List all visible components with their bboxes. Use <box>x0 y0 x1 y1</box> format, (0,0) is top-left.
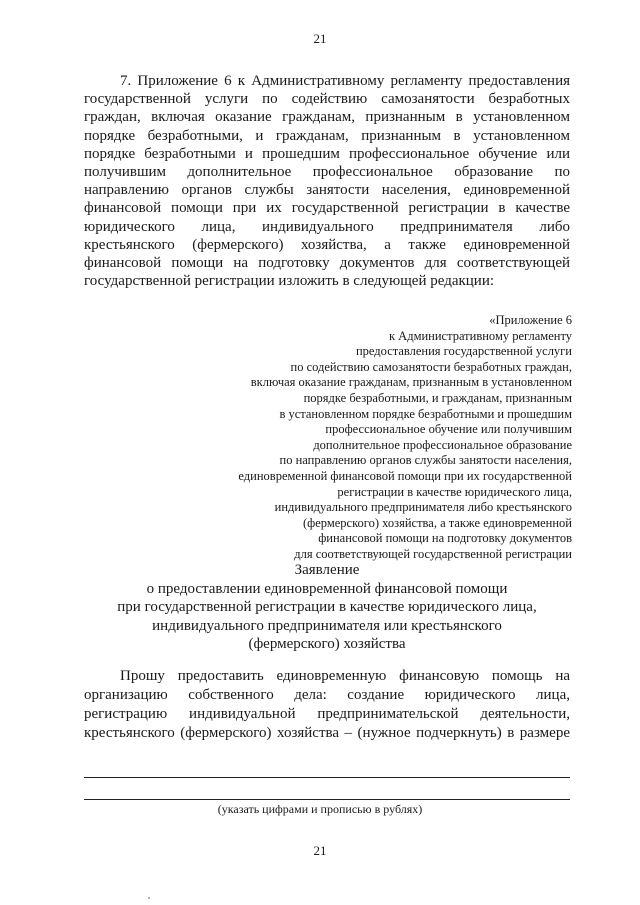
request-line: регистрацию индивидуальной предпринимательской деятельности, <box>84 706 570 722</box>
annex-line: (фермерского) хозяйства, а также единовременной <box>302 515 572 530</box>
paragraph-line: финансовой помощи на подготовку документов для соответствующей <box>84 254 570 271</box>
annex-line: профессиональное обучение или получившим <box>325 422 572 437</box>
statement-title <box>84 561 570 654</box>
paragraph-line: получившим дополнительное профессиональное образование по <box>84 163 570 180</box>
annex-header <box>200 313 572 563</box>
request-line: организацию собственного дела: создание юридического лица, <box>84 687 570 703</box>
paragraph-line: направлению органов службы занятости населения, единовременной <box>84 182 570 199</box>
title-line: индивидуального предпринимателя или крестьянского <box>152 617 502 634</box>
title-line: (фермерского) хозяйства <box>248 636 406 652</box>
request-line: крестьянского (фермерского) хозяйства – (нужное подчеркнуть) в размере <box>84 725 570 741</box>
paragraph-line: граждан, включая оказание гражданам, признанным в установленном <box>84 109 570 126</box>
page-number-bottom: 21 <box>313 843 327 858</box>
amount-hint: (указать цифрами и прописью в рублях) <box>217 802 423 816</box>
annex-line: дополнительное профессиональное образование <box>313 437 572 452</box>
annex-line: в установленном порядке безработными и прошедшим <box>279 406 572 421</box>
annex-line: единовременной финансовой помощи при их государственной <box>238 468 572 483</box>
paragraph-line: крестьянского (фермерского) хозяйства, а также единовременной <box>84 236 570 253</box>
annex-line: «Приложение 6 <box>489 313 572 327</box>
annex-line: включая оказание гражданам, признанным в установленном <box>250 375 572 390</box>
title-line: при государственной регистрации в качестве юридического лица, <box>117 599 537 615</box>
annex-line: финансовой помощи на подготовку документов <box>318 531 572 546</box>
amount-fill-line <box>84 799 570 800</box>
title-line: Заявление <box>294 562 360 578</box>
paragraph-line: порядке безработными и прошедшим профессиональное обучение или <box>84 145 570 162</box>
annex-line: для соответствующей государственной регистрации <box>294 546 572 561</box>
paragraph-line: юридического лица, индивидуального предпринимателя либо <box>84 218 570 235</box>
amount-fill-line <box>84 777 570 778</box>
annex-line: индивидуального предпринимателя либо крестьянского <box>274 500 572 515</box>
request-paragraph <box>84 667 570 743</box>
title-line: о предоставлении единовременной финансовой помощи <box>146 580 508 597</box>
annex-line: регистрации в качестве юридического лица, <box>337 484 572 499</box>
paragraph-line: порядке безработными, и гражданам, признанным в установленном <box>84 127 570 144</box>
annex-line: к Административному регламенту <box>388 328 572 343</box>
paragraph-line: финансовой помощи при их государственной регистрации в качестве <box>84 200 570 217</box>
page-number-top: 21 <box>313 31 327 46</box>
annex-line: порядке безработными, и гражданам, признанным <box>303 390 572 405</box>
paragraph-line: 7. Приложение 6 к Административному регламенту предоставления <box>120 73 570 89</box>
paragraph-line: государственной регистрации изложить в следующей редакции: <box>84 273 495 290</box>
scan-speck <box>148 897 150 899</box>
paragraph-line: государственной услуги по содействию самозанятости безработных <box>84 91 570 108</box>
annex-line: по направлению органов службы занятости населения, <box>279 453 572 468</box>
annex-line: предоставления государственной услуги <box>355 344 572 359</box>
amendment-paragraph <box>84 72 570 290</box>
request-line: Прошу предоставить единовременную финансовую помощь на <box>120 668 570 684</box>
annex-line: по содействию самозанятости безработных граждан, <box>290 359 572 374</box>
